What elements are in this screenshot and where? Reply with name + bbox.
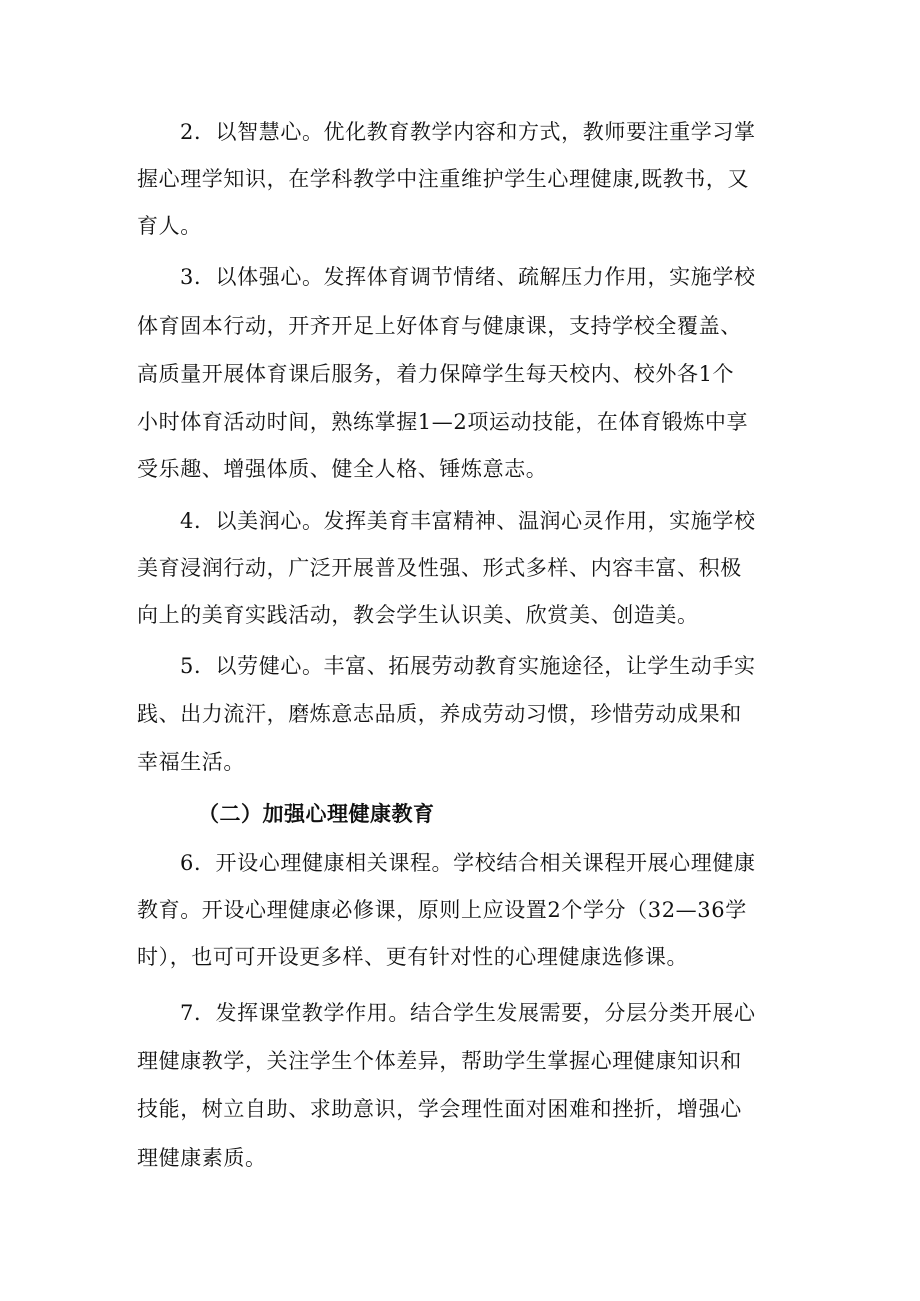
paragraph-2-line-2: 握心理学知识，在学科教学中注重维护学生心理健康,既教书，又 bbox=[137, 167, 750, 191]
paragraph-7-line-3: 技能，树立自助、求助意识，学会理性面对困难和挫折，增强心 bbox=[137, 1097, 742, 1121]
paragraph-4-line-2: 美育浸润行动，广泛开展普及性强、形式多样、内容丰富、积极 bbox=[137, 556, 742, 580]
paragraph-6-line-3: 时），也可可开设更多样、更有针对性的心理健康选修课。 bbox=[137, 945, 689, 969]
paragraph-7-line-2: 理健康教学，关注学生个体差异，帮助学生掌握心理健康知识和 bbox=[137, 1049, 742, 1073]
paragraph-3-line-5: 受乐趣、增强体质、健全人格、锤炼意志。 bbox=[137, 457, 548, 481]
paragraph-2-line-3: 育人。 bbox=[137, 214, 202, 238]
paragraph-5-line-2: 践、出力流汗，磨炼意志品质，养成劳动习惯，珍惜劳动成果和 bbox=[137, 702, 742, 726]
paragraph-7-line-1: 7．发挥课堂教学作用。结合学生发展需要，分层分类开展心 bbox=[180, 1001, 756, 1025]
paragraph-7-line-4: 理健康素质。 bbox=[137, 1146, 267, 1170]
paragraph-5-line-1: 5．以劳健心。丰富、拓展劳动教育实施途径，让学生动手实 bbox=[180, 654, 756, 678]
paragraph-3-line-3: 高质量开展体育课后服务，着力保障学生每天校内、校外各1个 bbox=[137, 362, 735, 386]
paragraph-5-line-3: 幸福生活。 bbox=[137, 750, 245, 774]
paragraph-3-line-2: 体育固本行动，开齐开足上好体育与健康课，支持学校全覆盖、 bbox=[137, 314, 742, 338]
paragraph-3-line-4: 小时体育活动时间，熟练掌握1—2项运动技能，在体育锻炼中享 bbox=[137, 410, 749, 434]
section-heading: （二）加强心理健康教育 bbox=[198, 802, 435, 826]
paragraph-6-line-1: 6．开设心理健康相关课程。学校结合相关课程开展心理健康 bbox=[180, 851, 756, 875]
paragraph-3-line-1: 3．以体强心。发挥体育调节情绪、疏解压力作用，实施学校 bbox=[180, 265, 756, 289]
paragraph-4-line-3: 向上的美育实践活动，教会学生认识美、欣赏美、创造美。 bbox=[137, 603, 699, 627]
paragraph-6-line-2: 教育。开设心理健康必修课，原则上应设置2个学分（32—36学 bbox=[137, 898, 747, 922]
paragraph-4-line-1: 4．以美润心。发挥美育丰富精神、温润心灵作用，实施学校 bbox=[180, 509, 756, 533]
paragraph-2-line-1: 2．以智慧心。优化教育教学内容和方式，教师要注重学习掌 bbox=[180, 120, 756, 144]
